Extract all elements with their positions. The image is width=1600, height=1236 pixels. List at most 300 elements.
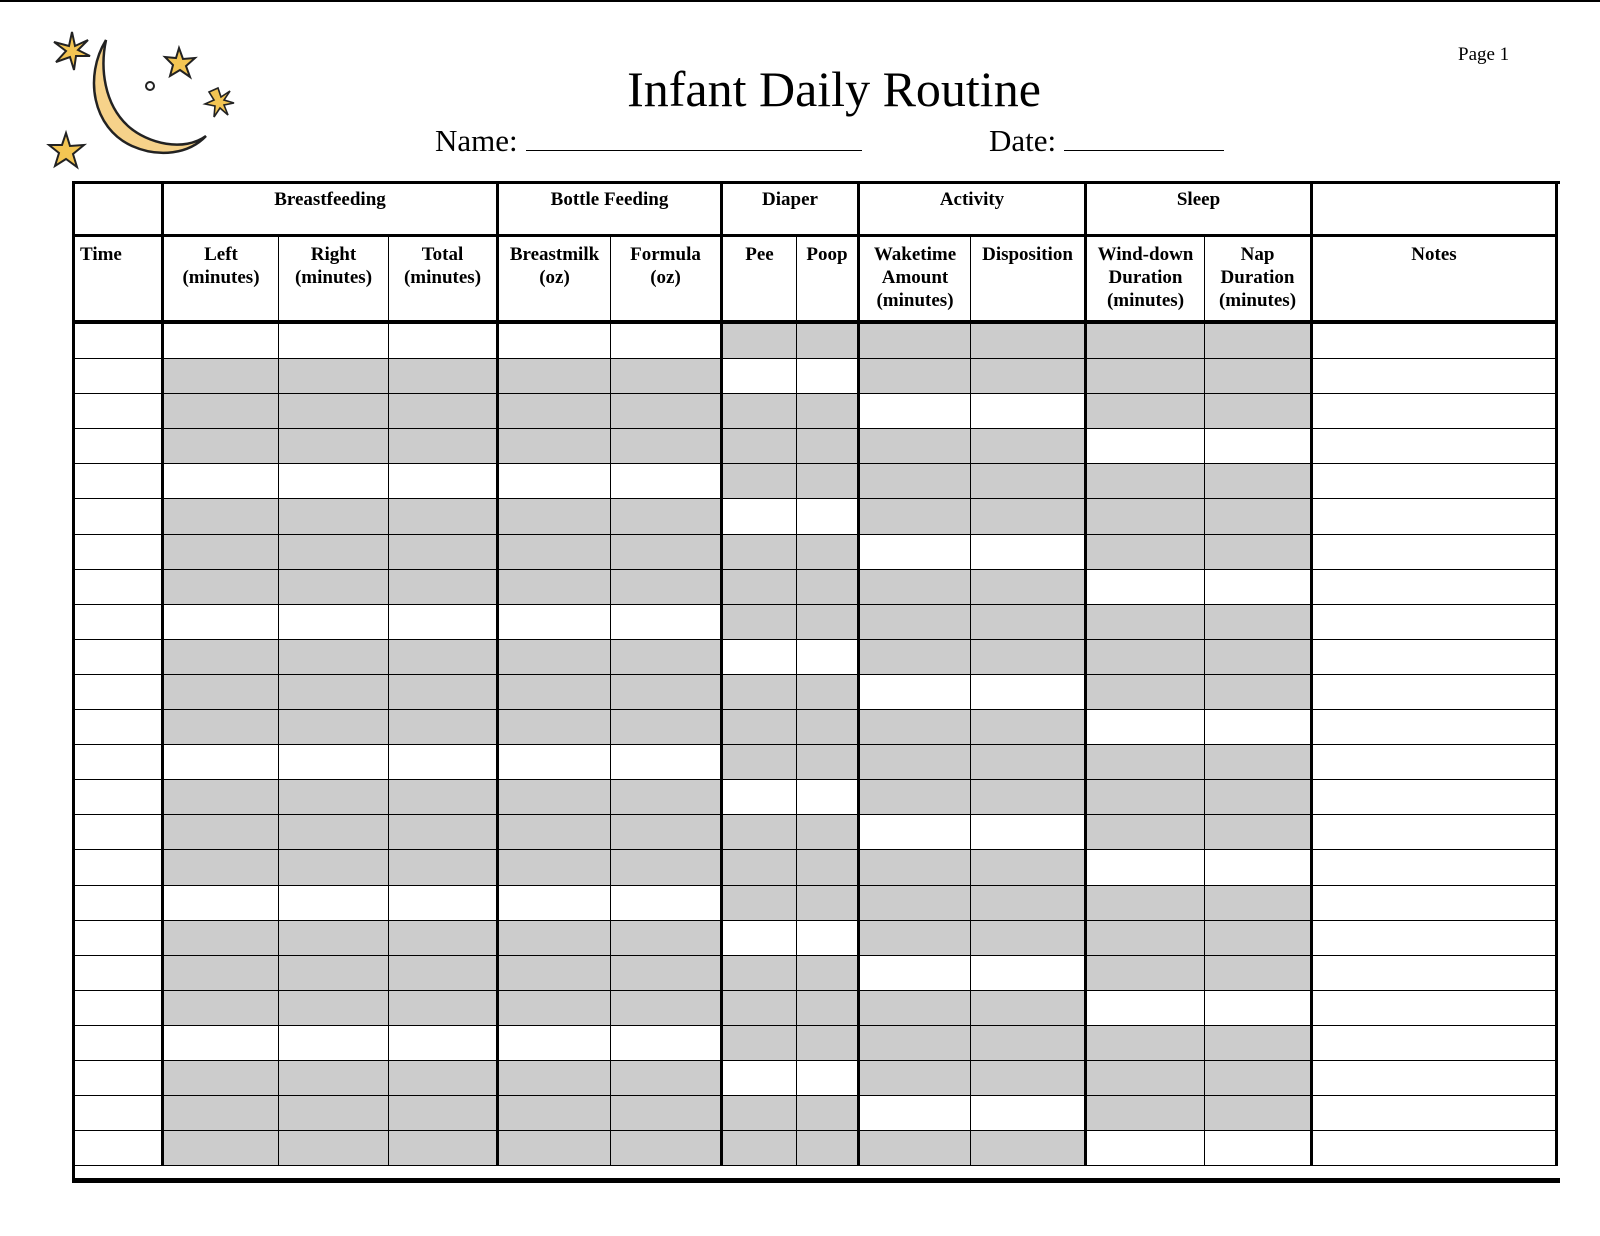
cell-total-minutes[interactable] [389,745,499,780]
cell-right-minutes[interactable] [279,324,389,359]
cell-wind-down-duration-minutes[interactable] [1087,780,1205,815]
cell-waketime-amount-minutes[interactable] [860,1061,971,1096]
cell-disposition[interactable] [971,499,1087,534]
cell-formula-oz[interactable] [611,429,723,464]
cell-formula-oz[interactable] [611,780,723,815]
cell-pee[interactable] [723,1096,797,1131]
cell-wind-down-duration-minutes[interactable] [1087,850,1205,885]
cell-time[interactable] [75,605,164,640]
date-field[interactable] [989,120,1224,159]
cell-total-minutes[interactable] [389,956,499,991]
cell-wind-down-duration-minutes[interactable] [1087,710,1205,745]
cell-disposition[interactable] [971,956,1087,991]
cell-right-minutes[interactable] [279,464,389,499]
cell-poop[interactable] [797,499,860,534]
cell-nap-duration-minutes[interactable] [1205,675,1313,710]
cell-waketime-amount-minutes[interactable] [860,605,971,640]
cell-time[interactable] [75,850,164,885]
cell-waketime-amount-minutes[interactable] [860,324,971,359]
cell-right-minutes[interactable] [279,535,389,570]
cell-right-minutes[interactable] [279,1096,389,1131]
cell-wind-down-duration-minutes[interactable] [1087,886,1205,921]
cell-total-minutes[interactable] [389,1131,499,1166]
cell-notes[interactable] [1313,1026,1558,1061]
cell-breastmilk-oz[interactable] [499,324,611,359]
cell-breastmilk-oz[interactable] [499,991,611,1026]
cell-formula-oz[interactable] [611,324,723,359]
cell-formula-oz[interactable] [611,640,723,675]
cell-pee[interactable] [723,780,797,815]
cell-disposition[interactable] [971,1026,1087,1061]
cell-formula-oz[interactable] [611,535,723,570]
cell-time[interactable] [75,745,164,780]
cell-total-minutes[interactable] [389,394,499,429]
cell-total-minutes[interactable] [389,710,499,745]
cell-breastmilk-oz[interactable] [499,710,611,745]
cell-pee[interactable] [723,956,797,991]
cell-left-minutes[interactable] [164,1131,279,1166]
cell-pee[interactable] [723,429,797,464]
cell-notes[interactable] [1313,640,1558,675]
cell-wind-down-duration-minutes[interactable] [1087,1026,1205,1061]
cell-wind-down-duration-minutes[interactable] [1087,499,1205,534]
cell-breastmilk-oz[interactable] [499,429,611,464]
cell-nap-duration-minutes[interactable] [1205,464,1313,499]
cell-left-minutes[interactable] [164,1061,279,1096]
cell-left-minutes[interactable] [164,921,279,956]
cell-right-minutes[interactable] [279,1061,389,1096]
cell-total-minutes[interactable] [389,675,499,710]
cell-nap-duration-minutes[interactable] [1205,991,1313,1026]
cell-breastmilk-oz[interactable] [499,815,611,850]
cell-poop[interactable] [797,921,860,956]
cell-breastmilk-oz[interactable] [499,745,611,780]
cell-time[interactable] [75,324,164,359]
cell-breastmilk-oz[interactable] [499,640,611,675]
cell-notes[interactable] [1313,745,1558,780]
cell-wind-down-duration-minutes[interactable] [1087,1096,1205,1131]
cell-left-minutes[interactable] [164,394,279,429]
cell-right-minutes[interactable] [279,991,389,1026]
cell-nap-duration-minutes[interactable] [1205,605,1313,640]
cell-right-minutes[interactable] [279,815,389,850]
cell-total-minutes[interactable] [389,605,499,640]
cell-left-minutes[interactable] [164,640,279,675]
cell-poop[interactable] [797,1026,860,1061]
cell-pee[interactable] [723,535,797,570]
cell-right-minutes[interactable] [279,745,389,780]
cell-poop[interactable] [797,535,860,570]
cell-waketime-amount-minutes[interactable] [860,1026,971,1061]
cell-notes[interactable] [1313,1131,1558,1166]
cell-time[interactable] [75,359,164,394]
cell-poop[interactable] [797,1061,860,1096]
cell-formula-oz[interactable] [611,675,723,710]
cell-right-minutes[interactable] [279,956,389,991]
cell-pee[interactable] [723,991,797,1026]
cell-waketime-amount-minutes[interactable] [860,359,971,394]
cell-breastmilk-oz[interactable] [499,605,611,640]
cell-waketime-amount-minutes[interactable] [860,675,971,710]
cell-time[interactable] [75,640,164,675]
cell-pee[interactable] [723,815,797,850]
cell-total-minutes[interactable] [389,324,499,359]
cell-total-minutes[interactable] [389,886,499,921]
cell-time[interactable] [75,991,164,1026]
cell-total-minutes[interactable] [389,850,499,885]
cell-notes[interactable] [1313,359,1558,394]
cell-time[interactable] [75,1026,164,1061]
cell-total-minutes[interactable] [389,1061,499,1096]
date-blank-line[interactable] [1064,120,1224,151]
cell-formula-oz[interactable] [611,1026,723,1061]
cell-right-minutes[interactable] [279,640,389,675]
cell-left-minutes[interactable] [164,499,279,534]
cell-pee[interactable] [723,675,797,710]
cell-breastmilk-oz[interactable] [499,956,611,991]
cell-pee[interactable] [723,570,797,605]
cell-right-minutes[interactable] [279,921,389,956]
cell-pee[interactable] [723,1061,797,1096]
cell-total-minutes[interactable] [389,921,499,956]
cell-poop[interactable] [797,956,860,991]
cell-left-minutes[interactable] [164,991,279,1026]
cell-right-minutes[interactable] [279,570,389,605]
cell-pee[interactable] [723,394,797,429]
cell-waketime-amount-minutes[interactable] [860,710,971,745]
cell-time[interactable] [75,570,164,605]
cell-nap-duration-minutes[interactable] [1205,886,1313,921]
cell-wind-down-duration-minutes[interactable] [1087,429,1205,464]
cell-waketime-amount-minutes[interactable] [860,850,971,885]
name-field[interactable] [435,120,862,159]
cell-total-minutes[interactable] [389,780,499,815]
cell-nap-duration-minutes[interactable] [1205,710,1313,745]
cell-poop[interactable] [797,394,860,429]
cell-total-minutes[interactable] [389,464,499,499]
cell-formula-oz[interactable] [611,991,723,1026]
cell-breastmilk-oz[interactable] [499,359,611,394]
cell-breastmilk-oz[interactable] [499,535,611,570]
cell-wind-down-duration-minutes[interactable] [1087,1131,1205,1166]
cell-notes[interactable] [1313,1096,1558,1131]
cell-time[interactable] [75,464,164,499]
cell-formula-oz[interactable] [611,745,723,780]
cell-left-minutes[interactable] [164,850,279,885]
cell-pee[interactable] [723,710,797,745]
cell-notes[interactable] [1313,1061,1558,1096]
cell-time[interactable] [75,394,164,429]
cell-left-minutes[interactable] [164,745,279,780]
cell-disposition[interactable] [971,535,1087,570]
cell-notes[interactable] [1313,850,1558,885]
cell-left-minutes[interactable] [164,429,279,464]
cell-poop[interactable] [797,1096,860,1131]
cell-poop[interactable] [797,570,860,605]
cell-notes[interactable] [1313,921,1558,956]
cell-pee[interactable] [723,605,797,640]
cell-wind-down-duration-minutes[interactable] [1087,394,1205,429]
cell-formula-oz[interactable] [611,1096,723,1131]
cell-disposition[interactable] [971,605,1087,640]
cell-disposition[interactable] [971,991,1087,1026]
cell-time[interactable] [75,815,164,850]
cell-breastmilk-oz[interactable] [499,570,611,605]
cell-nap-duration-minutes[interactable] [1205,780,1313,815]
cell-wind-down-duration-minutes[interactable] [1087,359,1205,394]
cell-left-minutes[interactable] [164,324,279,359]
cell-notes[interactable] [1313,991,1558,1026]
cell-nap-duration-minutes[interactable] [1205,1096,1313,1131]
cell-wind-down-duration-minutes[interactable] [1087,745,1205,780]
cell-left-minutes[interactable] [164,956,279,991]
cell-notes[interactable] [1313,605,1558,640]
cell-total-minutes[interactable] [389,640,499,675]
cell-left-minutes[interactable] [164,886,279,921]
cell-notes[interactable] [1313,570,1558,605]
cell-nap-duration-minutes[interactable] [1205,324,1313,359]
cell-formula-oz[interactable] [611,1061,723,1096]
cell-waketime-amount-minutes[interactable] [860,815,971,850]
cell-breastmilk-oz[interactable] [499,1096,611,1131]
cell-waketime-amount-minutes[interactable] [860,991,971,1026]
cell-total-minutes[interactable] [389,499,499,534]
cell-notes[interactable] [1313,675,1558,710]
cell-notes[interactable] [1313,535,1558,570]
cell-waketime-amount-minutes[interactable] [860,1096,971,1131]
cell-right-minutes[interactable] [279,675,389,710]
cell-wind-down-duration-minutes[interactable] [1087,570,1205,605]
cell-nap-duration-minutes[interactable] [1205,745,1313,780]
cell-right-minutes[interactable] [279,1131,389,1166]
cell-pee[interactable] [723,745,797,780]
cell-total-minutes[interactable] [389,1096,499,1131]
cell-left-minutes[interactable] [164,710,279,745]
cell-right-minutes[interactable] [279,780,389,815]
cell-left-minutes[interactable] [164,464,279,499]
cell-nap-duration-minutes[interactable] [1205,921,1313,956]
cell-poop[interactable] [797,850,860,885]
cell-disposition[interactable] [971,815,1087,850]
cell-nap-duration-minutes[interactable] [1205,359,1313,394]
cell-nap-duration-minutes[interactable] [1205,1061,1313,1096]
cell-disposition[interactable] [971,394,1087,429]
cell-breastmilk-oz[interactable] [499,886,611,921]
cell-time[interactable] [75,780,164,815]
cell-breastmilk-oz[interactable] [499,675,611,710]
cell-total-minutes[interactable] [389,815,499,850]
cell-left-minutes[interactable] [164,1026,279,1061]
cell-disposition[interactable] [971,921,1087,956]
cell-formula-oz[interactable] [611,850,723,885]
cell-disposition[interactable] [971,429,1087,464]
cell-nap-duration-minutes[interactable] [1205,1026,1313,1061]
cell-right-minutes[interactable] [279,710,389,745]
cell-total-minutes[interactable] [389,429,499,464]
cell-notes[interactable] [1313,324,1558,359]
cell-poop[interactable] [797,464,860,499]
cell-breastmilk-oz[interactable] [499,921,611,956]
cell-waketime-amount-minutes[interactable] [860,956,971,991]
cell-poop[interactable] [797,1131,860,1166]
cell-breastmilk-oz[interactable] [499,1026,611,1061]
cell-pee[interactable] [723,359,797,394]
cell-waketime-amount-minutes[interactable] [860,886,971,921]
cell-disposition[interactable] [971,359,1087,394]
cell-pee[interactable] [723,850,797,885]
cell-formula-oz[interactable] [611,956,723,991]
cell-waketime-amount-minutes[interactable] [860,464,971,499]
cell-disposition[interactable] [971,1061,1087,1096]
cell-total-minutes[interactable] [389,535,499,570]
cell-wind-down-duration-minutes[interactable] [1087,1061,1205,1096]
cell-formula-oz[interactable] [611,464,723,499]
cell-notes[interactable] [1313,780,1558,815]
cell-time[interactable] [75,675,164,710]
cell-disposition[interactable] [971,745,1087,780]
cell-poop[interactable] [797,675,860,710]
cell-pee[interactable] [723,1131,797,1166]
cell-time[interactable] [75,1061,164,1096]
cell-right-minutes[interactable] [279,886,389,921]
cell-time[interactable] [75,499,164,534]
cell-notes[interactable] [1313,429,1558,464]
cell-nap-duration-minutes[interactable] [1205,535,1313,570]
cell-disposition[interactable] [971,1131,1087,1166]
cell-nap-duration-minutes[interactable] [1205,640,1313,675]
cell-wind-down-duration-minutes[interactable] [1087,956,1205,991]
cell-nap-duration-minutes[interactable] [1205,570,1313,605]
cell-pee[interactable] [723,499,797,534]
cell-breastmilk-oz[interactable] [499,1131,611,1166]
cell-left-minutes[interactable] [164,815,279,850]
cell-total-minutes[interactable] [389,1026,499,1061]
cell-poop[interactable] [797,324,860,359]
cell-disposition[interactable] [971,324,1087,359]
cell-waketime-amount-minutes[interactable] [860,745,971,780]
cell-disposition[interactable] [971,464,1087,499]
cell-formula-oz[interactable] [611,605,723,640]
cell-time[interactable] [75,1096,164,1131]
cell-waketime-amount-minutes[interactable] [860,535,971,570]
cell-waketime-amount-minutes[interactable] [860,1131,971,1166]
cell-poop[interactable] [797,359,860,394]
cell-left-minutes[interactable] [164,570,279,605]
cell-nap-duration-minutes[interactable] [1205,850,1313,885]
cell-wind-down-duration-minutes[interactable] [1087,324,1205,359]
cell-formula-oz[interactable] [611,499,723,534]
cell-total-minutes[interactable] [389,991,499,1026]
cell-nap-duration-minutes[interactable] [1205,394,1313,429]
cell-wind-down-duration-minutes[interactable] [1087,464,1205,499]
cell-wind-down-duration-minutes[interactable] [1087,535,1205,570]
cell-waketime-amount-minutes[interactable] [860,921,971,956]
cell-waketime-amount-minutes[interactable] [860,394,971,429]
cell-nap-duration-minutes[interactable] [1205,1131,1313,1166]
cell-pee[interactable] [723,324,797,359]
cell-time[interactable] [75,535,164,570]
cell-wind-down-duration-minutes[interactable] [1087,991,1205,1026]
cell-notes[interactable] [1313,394,1558,429]
cell-poop[interactable] [797,780,860,815]
cell-formula-oz[interactable] [611,394,723,429]
cell-pee[interactable] [723,921,797,956]
cell-right-minutes[interactable] [279,359,389,394]
cell-disposition[interactable] [971,570,1087,605]
cell-disposition[interactable] [971,710,1087,745]
cell-right-minutes[interactable] [279,605,389,640]
cell-formula-oz[interactable] [611,1131,723,1166]
cell-right-minutes[interactable] [279,1026,389,1061]
cell-waketime-amount-minutes[interactable] [860,429,971,464]
cell-poop[interactable] [797,886,860,921]
cell-right-minutes[interactable] [279,394,389,429]
cell-left-minutes[interactable] [164,605,279,640]
cell-time[interactable] [75,921,164,956]
cell-total-minutes[interactable] [389,359,499,394]
cell-poop[interactable] [797,745,860,780]
cell-breastmilk-oz[interactable] [499,499,611,534]
cell-wind-down-duration-minutes[interactable] [1087,921,1205,956]
cell-poop[interactable] [797,640,860,675]
cell-left-minutes[interactable] [164,359,279,394]
cell-formula-oz[interactable] [611,815,723,850]
cell-waketime-amount-minutes[interactable] [860,640,971,675]
cell-left-minutes[interactable] [164,535,279,570]
cell-pee[interactable] [723,1026,797,1061]
cell-notes[interactable] [1313,815,1558,850]
cell-waketime-amount-minutes[interactable] [860,780,971,815]
cell-formula-oz[interactable] [611,710,723,745]
cell-nap-duration-minutes[interactable] [1205,815,1313,850]
cell-notes[interactable] [1313,464,1558,499]
cell-left-minutes[interactable] [164,1096,279,1131]
cell-pee[interactable] [723,640,797,675]
cell-pee[interactable] [723,464,797,499]
cell-poop[interactable] [797,815,860,850]
cell-poop[interactable] [797,710,860,745]
cell-wind-down-duration-minutes[interactable] [1087,675,1205,710]
cell-notes[interactable] [1313,886,1558,921]
name-blank-line[interactable] [526,120,862,151]
cell-formula-oz[interactable] [611,359,723,394]
cell-nap-duration-minutes[interactable] [1205,429,1313,464]
cell-disposition[interactable] [971,780,1087,815]
cell-wind-down-duration-minutes[interactable] [1087,640,1205,675]
cell-time[interactable] [75,956,164,991]
cell-notes[interactable] [1313,956,1558,991]
cell-breastmilk-oz[interactable] [499,780,611,815]
cell-left-minutes[interactable] [164,780,279,815]
cell-breastmilk-oz[interactable] [499,1061,611,1096]
cell-waketime-amount-minutes[interactable] [860,499,971,534]
cell-breastmilk-oz[interactable] [499,850,611,885]
cell-right-minutes[interactable] [279,429,389,464]
cell-total-minutes[interactable] [389,570,499,605]
cell-right-minutes[interactable] [279,850,389,885]
cell-wind-down-duration-minutes[interactable] [1087,815,1205,850]
cell-poop[interactable] [797,429,860,464]
cell-breastmilk-oz[interactable] [499,394,611,429]
cell-breastmilk-oz[interactable] [499,464,611,499]
cell-left-minutes[interactable] [164,675,279,710]
cell-pee[interactable] [723,886,797,921]
cell-time[interactable] [75,886,164,921]
cell-disposition[interactable] [971,675,1087,710]
cell-nap-duration-minutes[interactable] [1205,499,1313,534]
cell-time[interactable] [75,710,164,745]
cell-notes[interactable] [1313,499,1558,534]
